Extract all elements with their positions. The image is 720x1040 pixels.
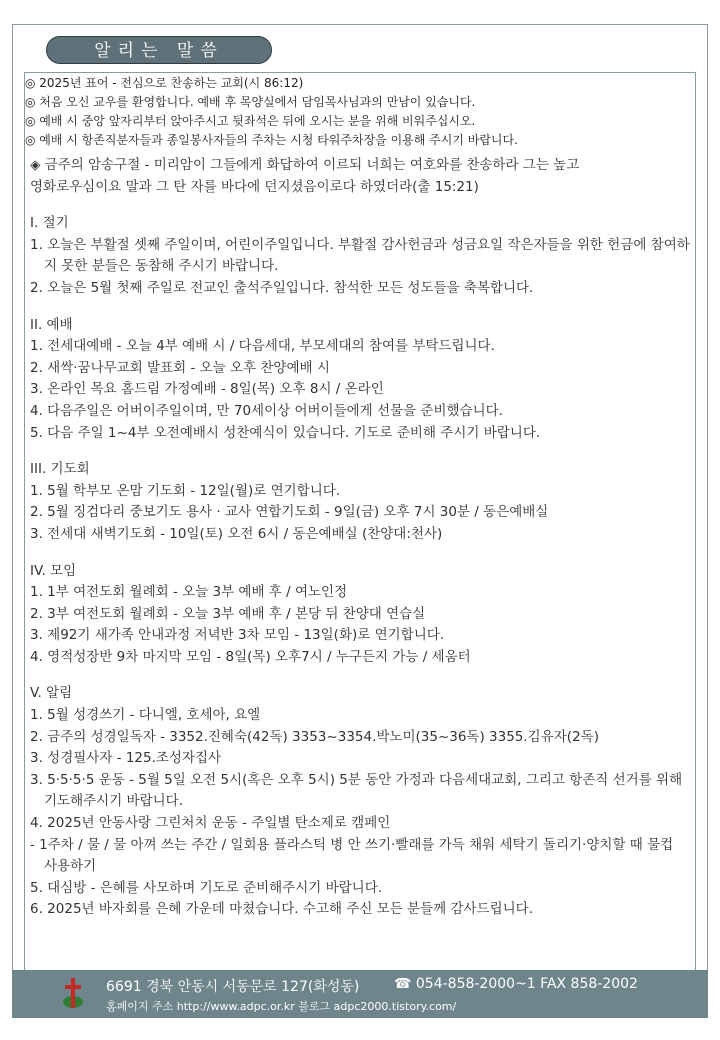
list-item: 2. 금주의 성경일독자 - 3352.진혜숙(42독) 3353~3354.박노미(35~36독) 3355.김유자(2독) — [30, 728, 599, 745]
note-line: ◎ 예배 시 항존직분자들과 종일봉사자들의 주차는 시청 타워주차장을 이용해 주시기 바랍니다. — [25, 133, 518, 147]
list-item: 5. 대심방 - 은혜를 사모하며 기도로 준비해주시기 바랍니다. — [30, 879, 383, 896]
church-cross-logo-icon — [62, 976, 84, 1012]
list-item: 4. 다음주일은 어버이주일이며, 만 70세이상 어버이들에게 선물을 준비했습니다. — [30, 402, 503, 419]
list-item: 4. 2025년 안동사랑 그린처치 운동 - 주일별 탄소제로 캠페인 — [30, 815, 391, 832]
list-item: 2. 3부 여전도회 월례회 - 오늘 3부 예배 후 / 본당 뒤 찬양대 연습실 — [30, 605, 426, 622]
section-heading: IV. 모임 — [30, 562, 77, 579]
list-item: 4. 영적성장반 9차 마지막 모임 - 8일(목) 오후7시 / 누구든지 가능 / 세움터 — [30, 648, 471, 665]
section-heading: II. 예배 — [30, 316, 73, 333]
list-item: 5. 다음 주일 1~4부 오전예배시 성찬예식이 있습니다. 기도로 준비해 주시기 바랍니다. — [30, 424, 541, 441]
section-heading: I. 절기 — [30, 215, 69, 232]
list-item: 2. 오늘은 5월 첫째 주일로 전교인 출석주일입니다. 참석한 모든 성도들을 축복합니다. — [30, 279, 534, 296]
list-item: - 1주차 / 물 / 물 아껴 쓰는 주간 / 일회용 플라스틱 병 안 쓰기·빨래를 가득 채워 세탁기 돌리기·양치할 때 물컵 사용하기 — [30, 836, 674, 875]
footer-web[interactable]: 홈페이지 주소 http://www.adpc.or.kr 블로그 adpc2000.tistory.com/ — [106, 1000, 457, 1013]
list-item: 3. 전세대 새벽기도회 - 10일(토) 오전 6시 / 동은예배실 (찬양대:천사) — [30, 525, 443, 542]
list-item: 1. 5월 학부모 온맘 기도회 - 12일(월)로 연기합니다. — [30, 482, 341, 499]
list-item: 2. 새싹·꿈나무교회 발표회 - 오늘 오후 찬양예배 시 — [30, 359, 330, 376]
list-item: 3. 제92기 새가족 안내과정 저녁반 3차 모임 - 13일(화)로 연기합니다. — [30, 627, 445, 644]
memory-verse-line: ◈ 금주의 암송구절 - 미리암이 그들에게 화답하여 이르되 너희는 여호와를 찬송하라 그는 높고 — [30, 157, 580, 173]
list-item: 1. 오늘은 부활절 셋째 주일이며, 어린이주일입니다. 부활절 감사헌금과 성금요일 작은자들을 위한 헌금에 참여하지 못한 분들은 동참해 주시기 바랍니다. — [30, 236, 690, 275]
announcement-body — [30, 155, 690, 921]
list-item: 3. 성경필사자 - 125.조성자집사 — [30, 750, 222, 767]
footer-address: 6691 경북 안동시 서동문로 127(화성동) — [106, 979, 360, 995]
note-line: ◎ 예배 시 중앙 앞자리부터 앉아주시고 뒷좌석은 뒤에 오시는 분을 위해 비워주십시오. — [25, 114, 476, 128]
footer — [12, 970, 708, 1018]
list-item: 1. 전세대예배 - 오늘 4부 예배 시 / 다음세대, 부모세대의 참여를 부탁드립니다. — [30, 338, 495, 355]
top-notes — [25, 74, 695, 150]
note-line: ◎ 처음 오신 교우를 환영합니다. 예배 후 목양실에서 담임목사님과의 만남이 있습니다. — [25, 95, 476, 109]
list-item: 6. 2025년 바자회를 은혜 가운데 마쳤습니다. 수고해 주신 모든 분들께 감사드립니다. — [30, 901, 534, 918]
list-item: 3. 온라인 목요 홈드림 가정예배 - 8일(목) 오후 8시 / 온라인 — [30, 381, 384, 398]
section-heading: V. 알림 — [30, 685, 73, 702]
list-item: 2. 5월 징검다리 중보기도 용사 · 교사 연합기도회 - 9일(금) 오후 7시 30분 / 동은예배실 — [30, 504, 549, 521]
section-heading: III. 기도회 — [30, 461, 90, 478]
memory-verse-line: 영화로우심이요 말과 그 탄 자를 바다에 던지셨음이로다 하였더라(출 15:21) — [30, 178, 479, 195]
note-line: ◎ 2025년 표어 - 전심으로 찬송하는 교회(시 86:12) — [25, 76, 304, 90]
footer-phone: ☎ 054-858-2000~1 FAX 858-2002 — [394, 976, 638, 992]
list-item: 1. 5월 성경쓰기 - 다니엘, 호세아, 요엘 — [30, 707, 261, 724]
list-item: 1. 1부 여전도회 월례회 - 오늘 3부 예배 후 / 여노인정 — [30, 584, 348, 601]
list-item: 3. 5·5·5·5 운동 - 5월 5일 오전 5시(혹은 오후 5시) 5분 동안 가정과 다음세대교회, 그리고 항존직 선거를 위해 기도해주시기 바랍니다. — [30, 771, 683, 810]
page-title: 알리는 말씀 — [46, 36, 272, 64]
